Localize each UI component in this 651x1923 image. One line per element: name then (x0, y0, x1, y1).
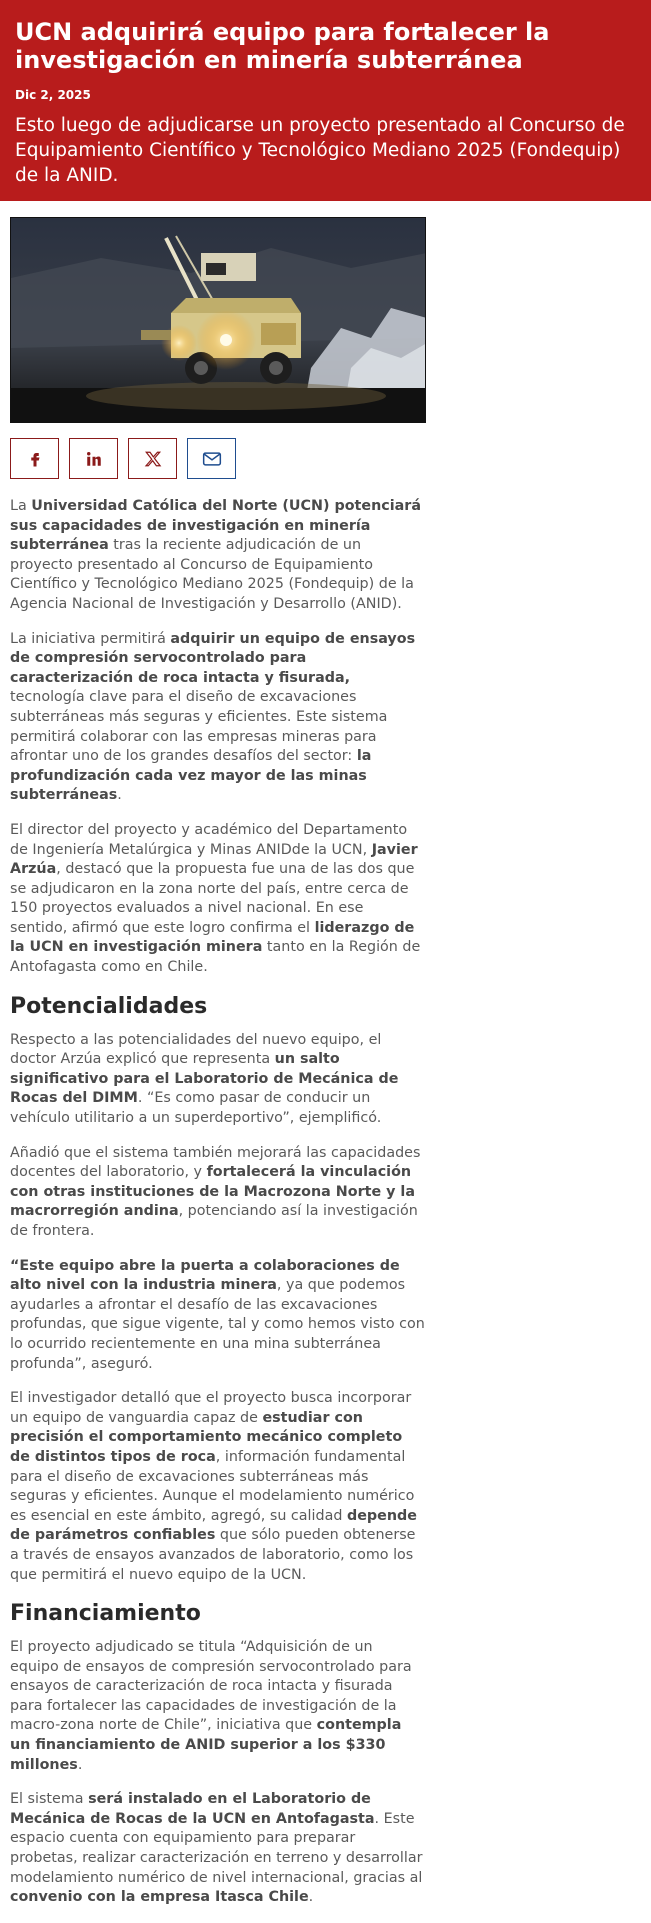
paragraph-7 (10, 1389, 425, 1585)
text-run: , potenciando así la investigación de frontera. (10, 1203, 418, 1239)
bold-text: Javier Arzúa (10, 841, 418, 878)
article-lead: Esto luego de adjudicarse un proyecto presentado al Concurso de Equipamiento Científico y Tecnológico Mediano 2025 (Fondequip) de la ANID. (15, 115, 625, 186)
paragraph-6 (10, 1257, 425, 1375)
text-run: El proyecto adjudicado se titula “Adquisición de un equipo de ensayos de compresión servocontrolado para ensayos de caracterización de roca intacta y fisurada para fortalecer las capacidades de investigación de la macro-zona norte de Chile”, iniciativa que (10, 1639, 412, 1734)
text-run: El sistema (10, 1791, 89, 1808)
paragraph-4 (10, 1031, 425, 1129)
publish-date: Dic 2, 2025 (15, 88, 91, 102)
linkedin-icon (85, 450, 103, 468)
section-heading-financiamiento: Financiamiento (10, 1601, 201, 1627)
text-run: , destacó que la propuesta fue una de las dos que se adjudicaron en la zona norte del país, entre cerca de 150 proyectos evaluados a nivel nacional. En ese sentido, afirmó que este logro confirma el (10, 861, 415, 936)
bold-text: contempla un financiamiento de ANID superior a los $330 millones (10, 1717, 402, 1773)
text-run: La (10, 498, 32, 514)
bold-text: adquirir un equipo de ensayos de compresión servocontrolado para caracterización de roca intacta y fisurada, (10, 630, 416, 686)
article-header (0, 0, 651, 201)
x-icon (144, 450, 162, 468)
text-run: . (308, 1889, 314, 1906)
bold-text: será instalado en el Laboratorio de Mecánica de Rocas de la UCN en Antofagasta (10, 1791, 375, 1827)
paragraph-1 (10, 497, 425, 615)
bold-text: liderazgo de la UCN en investigación minera (10, 919, 415, 956)
text-run: tecnología clave para el diseño de excavaciones subterráneas más seguras y eficientes. Este sistema permitirá colaborar con las empresas mineras para afrontar uno de los grandes desafíos del sector: (10, 689, 388, 765)
paragraph-3 (10, 821, 425, 978)
facebook-icon (26, 450, 44, 468)
text-run: Añadió que el sistema también mejorará las capacidades docentes del laboratorio, y (10, 1144, 421, 1181)
text-run: , ya que podemos ayudarles a afrontar el desafío de las excavaciones profundas, que sigue vigente, tal y como hemos visto con lo ocurrido recientemente en una mina subterránea profunda”, aseguró. (10, 1277, 425, 1372)
photo-illustration (11, 218, 426, 423)
text-run: . Este espacio cuenta con equipamiento para preparar probetas, realizar caracterización en terreno y desarrollar modelamiento numérico de nivel internacional, gracias al (10, 1810, 423, 1886)
bold-text: convenio con la empresa Itasca Chile (10, 1889, 309, 1906)
share-linkedin-button[interactable] (69, 438, 118, 479)
text-run: . (117, 787, 122, 804)
bold-text: un salto significativo para el Laboratorio de Mecánica de Rocas del DIMM (10, 1051, 399, 1107)
text-run: tanto en la Región de Antofagasta como en Chile. (10, 939, 421, 976)
text-run: . (77, 1756, 83, 1773)
text-run: tras la reciente adjudicación de un proyecto presentado al Concurso de Equipamiento Científico y Tecnológico Mediano 2025 (Fondequip) de la Agencia Nacional de Investigación y Desarrollo (ANID). (10, 537, 414, 612)
bold-text: la profundización cada vez mayor de las minas subterráneas (10, 748, 372, 804)
paragraph-8 (10, 1638, 425, 1775)
paragraph-9 (10, 1790, 425, 1908)
paragraph-2 (10, 630, 425, 806)
share-facebook-button[interactable] (10, 438, 59, 479)
bold-text: depende de parámetros confiables (10, 1507, 417, 1544)
text-run: La iniciativa permitirá (10, 630, 171, 647)
text-run: , información fundamental para el diseño de excavaciones subterráneas más seguras y eficientes. Aunque el modelamiento numérico es esencial en este ámbito, agregó, su calidad (10, 1448, 415, 1524)
share-x-button[interactable] (128, 438, 177, 479)
paragraph-5 (10, 1144, 425, 1242)
text-run: que sólo pueden obtenerse a través de ensayos avanzados de laboratorio, como los que permitirá el nuevo equipo de la UCN. (10, 1527, 416, 1583)
text-run: El investigador detalló que el proyecto busca incorporar un equipo de vanguardia capaz de (10, 1390, 412, 1426)
bold-text: fortalecerá la vinculación con otras instituciones de la Macrozona Norte y la macrorregión andina (10, 1164, 415, 1220)
bold-text: “Este equipo abre la puerta a colaboraciones de alto nivel con la industria minera (10, 1257, 400, 1294)
article-body-container (0, 201, 435, 1908)
article-text (10, 497, 425, 1908)
email-icon (202, 450, 222, 468)
section-heading-potencialidades: Potencialidades (10, 993, 208, 1019)
mining-truck-and-excavator-photo (10, 217, 426, 423)
article-title: UCN adquirirá equipo para fortalecer la investigación en minería subterránea (15, 18, 550, 74)
bold-text: estudiar con precisión el comportamiento mecánico completo de distintos tipos de roca (10, 1409, 403, 1465)
bold-text: Universidad Católica del Norte (UCN) potenciará sus capacidades de investigación en minería subterránea (10, 498, 421, 554)
text-run: El director del proyecto y académico del Departamento de Ingeniería Metalúrgica y Minas ANIDde la UCN, (10, 821, 408, 858)
text-run: . “Es como pasar de conducir un vehículo utilitario a un superdeportivo”, ejemplificó. (10, 1090, 382, 1127)
share-bar (10, 438, 425, 479)
share-email-button[interactable] (187, 438, 236, 479)
text-run: Respecto a las potencialidades del nuevo equipo, el doctor Arzúa explicó que representa (10, 1031, 382, 1068)
